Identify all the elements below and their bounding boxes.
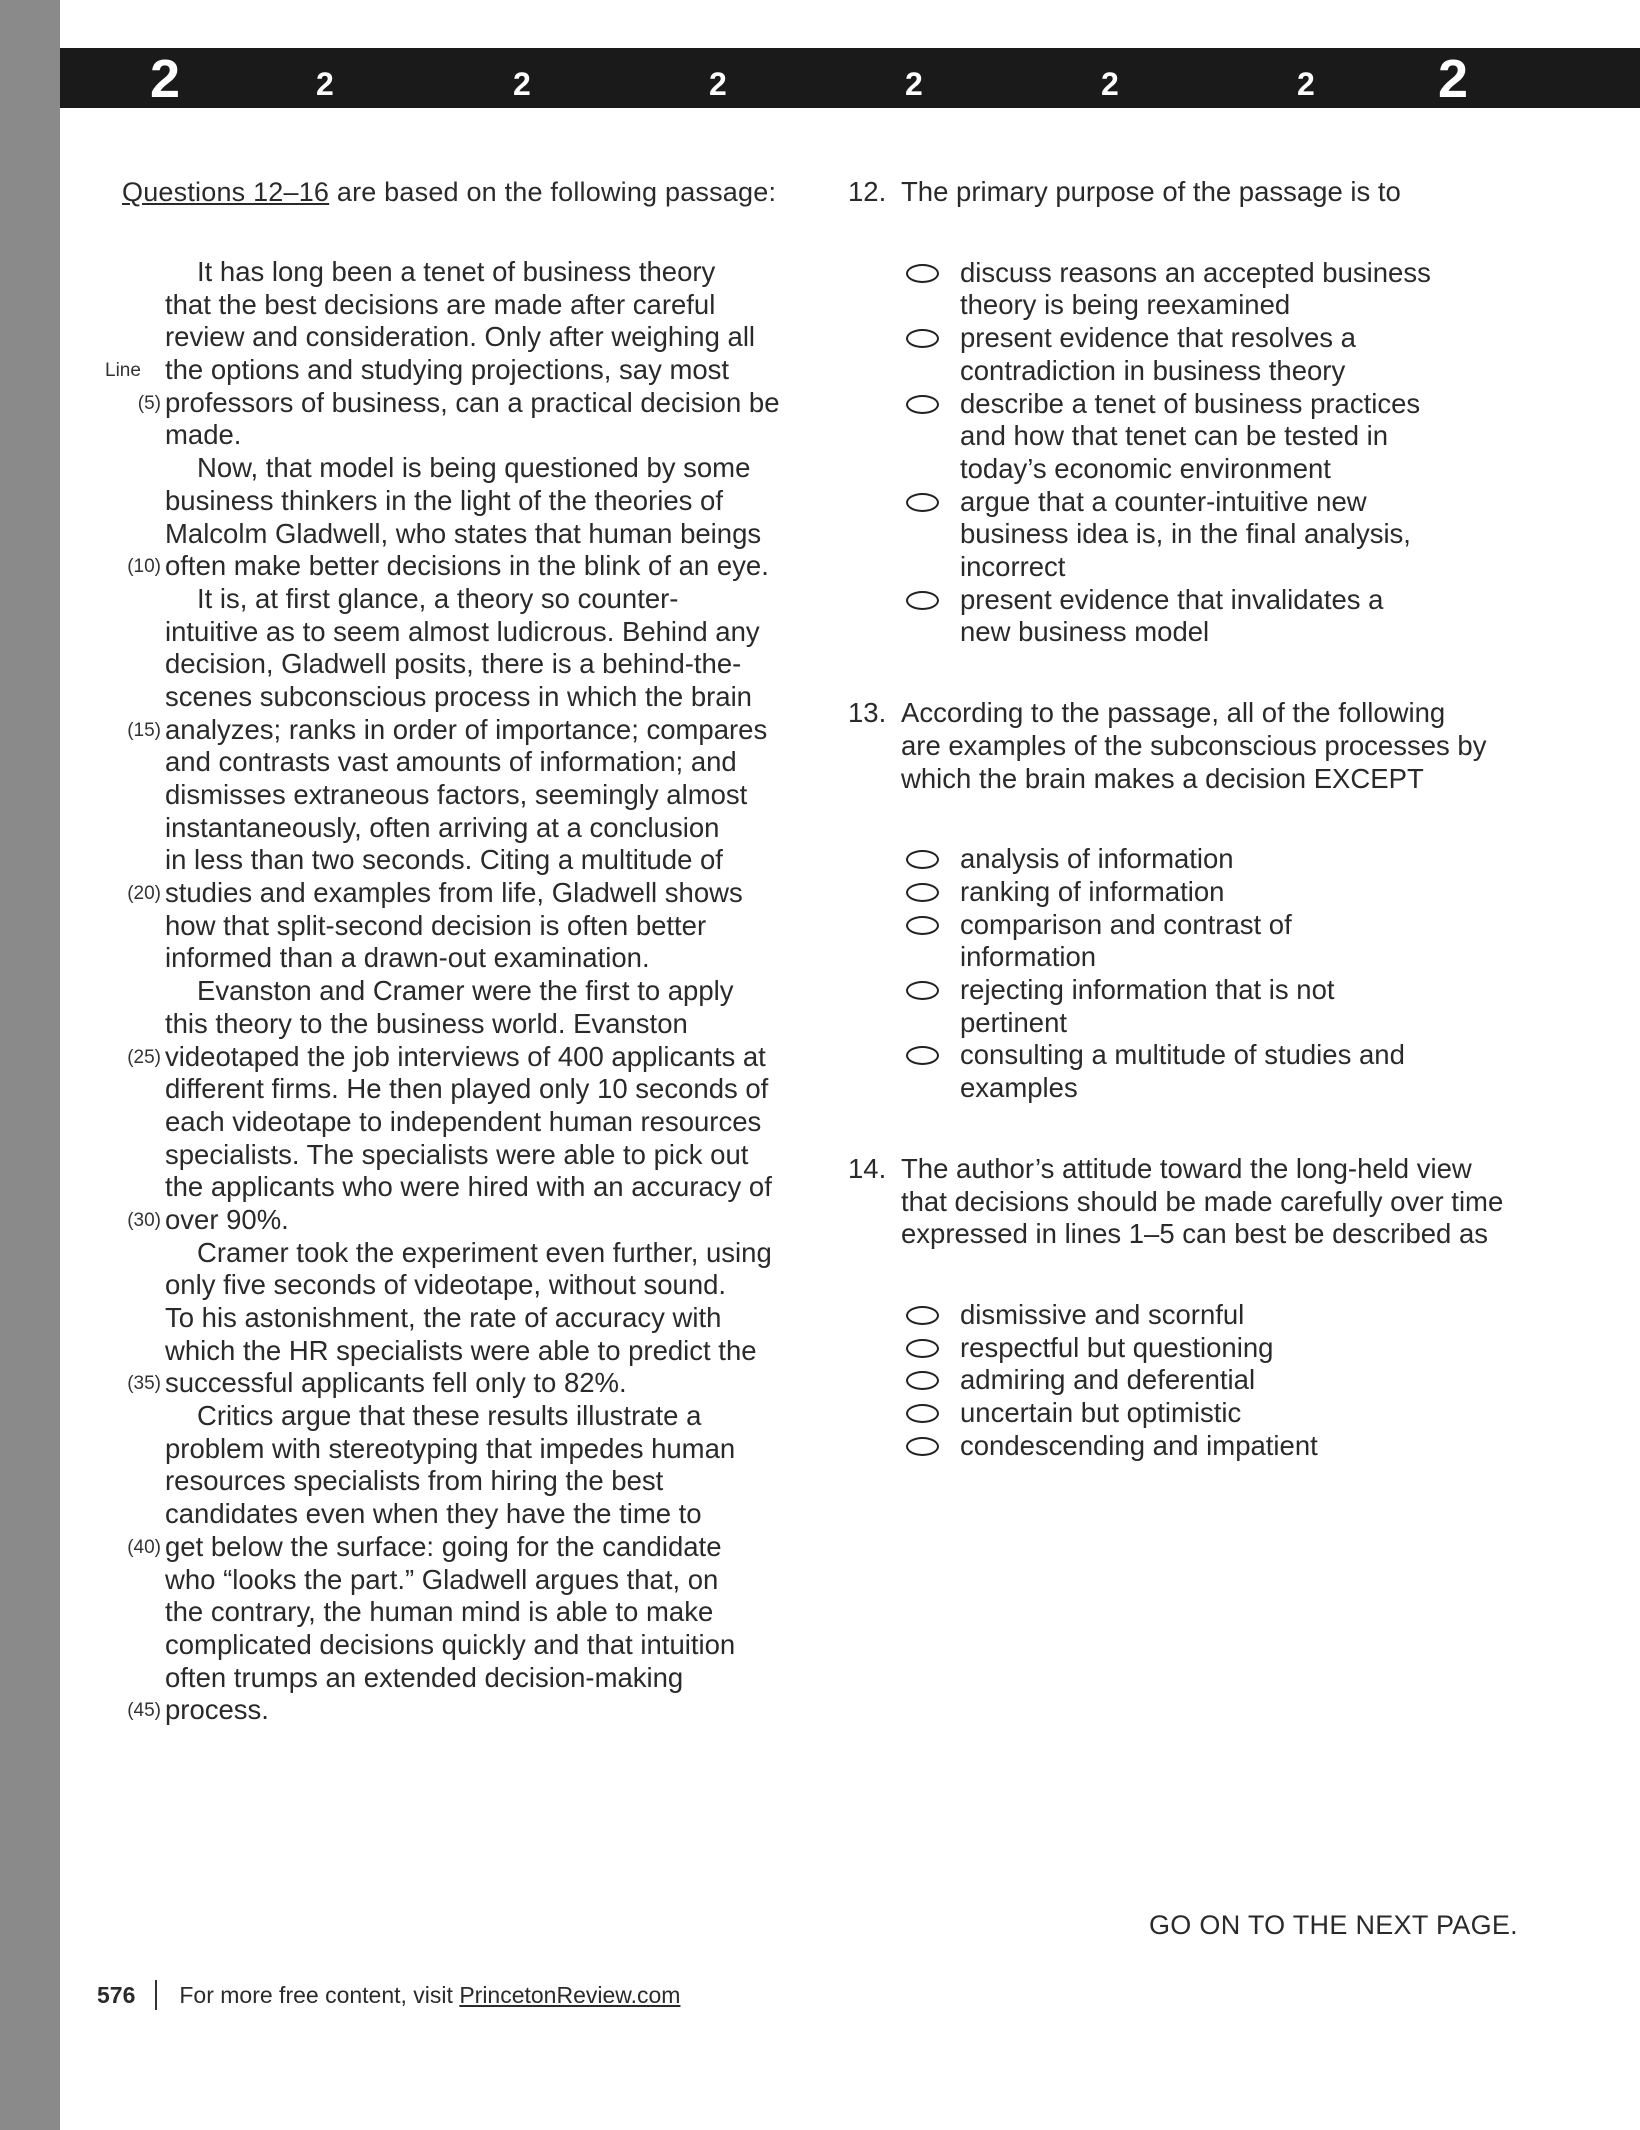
questions-column (848, 176, 1568, 1511)
answer-choice[interactable] (906, 1299, 1568, 1332)
answer-choice-text: uncertain but optimistic (960, 1397, 1242, 1429)
answer-bubble[interactable] (906, 591, 939, 610)
line-number: (35) (127, 1373, 161, 1395)
question-stem (901, 697, 1568, 795)
passage-line (165, 1237, 805, 1270)
answer-choice-text: new business model (960, 616, 1210, 648)
passage-line-text: Evanston and Cramer were the first to apply (197, 975, 734, 1007)
passage-line (127, 1530, 805, 1564)
passage-line-text: only five seconds of videotape, without sound. (165, 1269, 727, 1301)
passage-line-text: It is, at first glance, a theory so counter- (197, 582, 679, 614)
section-number: 2 (150, 49, 181, 109)
line-number: (30) (127, 1209, 161, 1231)
answer-bubble[interactable] (906, 883, 939, 902)
passage-line (165, 1564, 805, 1597)
section-number: 2 (1438, 49, 1469, 109)
intro-text: are based on the following passage: (329, 177, 777, 207)
passage-line-text: To his astonishment, the rate of accuracy with (165, 1302, 722, 1333)
passage-line (165, 1335, 805, 1368)
passage-line-text: review and consideration. Only after weighing all (165, 321, 756, 353)
answer-bubble[interactable] (906, 1437, 939, 1456)
answer-choices (906, 1299, 1568, 1463)
passage-line (127, 713, 805, 747)
answer-choice-text: business idea is, in the final analysis, (960, 518, 1411, 550)
passage-line-text: in less than two seconds. Citing a multitude of (165, 844, 723, 876)
section-number: 2 (1297, 66, 1315, 102)
answer-choice-text: comparison and contrast of (960, 908, 1292, 940)
answer-choice[interactable] (906, 584, 1568, 649)
passage-line (165, 289, 805, 322)
answer-choice[interactable] (906, 843, 1568, 876)
answer-choice-text: condescending and impatient (960, 1429, 1318, 1461)
answer-bubble[interactable] (906, 493, 939, 512)
passage-line (165, 1662, 805, 1695)
passage-line-text: It has long been a tenet of business theory (197, 256, 716, 287)
answer-choice-text: examples (960, 1072, 1078, 1104)
answer-choices (906, 843, 1568, 1105)
answer-bubble[interactable] (906, 981, 939, 1000)
passage-line (165, 616, 805, 649)
answer-choice-text: admiring and deferential (960, 1364, 1256, 1396)
answer-choice-text: contradiction in business theory (960, 354, 1346, 386)
passage-line (165, 518, 805, 551)
passage-line-text: professors of business, can a practical decision be (165, 386, 780, 418)
passage-line-text: the options and studying projections, say most (165, 354, 730, 386)
question-stem-line: are examples of the subconscious processes by (901, 729, 1487, 761)
line-number: (10) (127, 556, 161, 578)
passage-line-text: intuitive as to seem almost ludicrous. Behind any (165, 615, 760, 647)
answer-choice-text: argue that a counter-intuitive new (960, 485, 1367, 517)
section-number: 2 (513, 66, 531, 102)
question-stem-line: According to the passage, all of the following (901, 697, 1446, 729)
passage-line (165, 1269, 805, 1302)
passage-line (165, 942, 805, 975)
passage-line (165, 746, 805, 779)
passage-line (165, 844, 805, 877)
answer-bubble[interactable] (906, 1404, 939, 1423)
answer-choice-text: present evidence that resolves a (960, 322, 1356, 354)
answer-choice-text: dismissive and scornful (960, 1298, 1245, 1330)
passage-line-text: resources specialists from hiring the best (165, 1465, 664, 1497)
line-number: (15) (127, 719, 161, 741)
answer-choices (906, 257, 1568, 649)
next-page-notice: GO ON TO THE NEXT PAGE. (1149, 1910, 1518, 1940)
answer-choice-text: discuss reasons an accepted business (960, 256, 1431, 288)
passage-line (127, 550, 805, 583)
passage-line (127, 1203, 805, 1237)
passage-line-text: scenes subconscious process in which the brain (165, 680, 752, 712)
passage-line-text: instantaneously, often arriving at a conclusion (165, 811, 720, 843)
passage-line-text: each videotape to independent human resources (165, 1105, 762, 1137)
passage-line (137, 386, 805, 420)
passage-line (165, 975, 805, 1008)
passage-line (127, 1367, 805, 1400)
passage-line (165, 256, 805, 289)
line-number: (25) (127, 1046, 161, 1068)
line-number: (5) (137, 392, 161, 414)
answer-bubble[interactable] (906, 916, 939, 935)
answer-choice-text: rejecting information that is not (960, 974, 1335, 1006)
answer-choice-text: describe a tenet of business practices (960, 387, 1421, 419)
passage-line (165, 1139, 805, 1172)
answer-bubble[interactable] (906, 1306, 939, 1325)
question-stem-line: which the brain makes a decision EXCEPT (901, 762, 1424, 794)
passage-line-text: who “looks the part.” Gladwell argues that, on (165, 1563, 719, 1595)
passage-line (165, 779, 805, 812)
passage-line-text: often make better decisions in the blink of an eye. (165, 550, 769, 582)
passage-line-text: videotaped the job interviews of 400 applicants at (165, 1040, 766, 1072)
passage-line-text: informed than a drawn-out examination. (165, 942, 650, 974)
passage-line-text: this theory to the business world. Evanston (165, 1007, 688, 1039)
passage-line (165, 419, 805, 452)
line-number: (45) (127, 1700, 161, 1722)
section-number: 2 (1101, 66, 1119, 102)
page-footer (97, 1980, 680, 2010)
passage-column (122, 176, 802, 209)
passage-line (165, 321, 805, 354)
question-stem-line: that decisions should be made carefully over time (901, 1185, 1504, 1217)
passage-line-text: which the HR specialists were able to predict the (165, 1334, 757, 1366)
passage-intro (122, 176, 802, 209)
answer-bubble[interactable] (906, 1046, 939, 1065)
section-header-bar (60, 48, 1640, 108)
question-stem-line: The author’s attitude toward the long-held view (901, 1152, 1472, 1184)
passage-line (165, 812, 805, 845)
answer-bubble[interactable] (906, 1339, 939, 1358)
passage-line-text: dismisses extraneous factors, seemingly almost (165, 779, 748, 810)
passage-line-text: complicated decisions quickly and that intuition (165, 1628, 736, 1660)
answer-bubble[interactable] (906, 850, 939, 869)
answer-choice[interactable] (906, 322, 1568, 387)
answer-choice-text: present evidence that invalidates a (960, 583, 1384, 615)
question-number: 14. (848, 1152, 887, 1184)
answer-bubble[interactable] (906, 395, 939, 414)
passage-line (165, 1596, 805, 1629)
answer-choice-text: incorrect (960, 551, 1066, 583)
section-number: 2 (905, 66, 923, 102)
questions-range: Questions 12–16 (122, 177, 330, 207)
passage-line-text: the applicants who were hired with an accuracy of (165, 1171, 772, 1203)
question-13 (848, 697, 1568, 1105)
answer-choice[interactable] (906, 257, 1568, 322)
passage-line (127, 1694, 805, 1727)
answer-choice[interactable] (906, 1332, 1568, 1365)
answer-bubble[interactable] (906, 1371, 939, 1390)
line-number: Line (105, 360, 141, 382)
question-number: 12. (848, 176, 887, 207)
passage-line-text: business thinkers in the light of the theories of (165, 484, 723, 516)
answer-choice[interactable] (906, 1397, 1568, 1430)
footer-divider (155, 1980, 157, 2010)
left-margin-bar (0, 0, 60, 2130)
passage-line-text: different firms. He then played only 10 seconds of (165, 1073, 769, 1105)
question-stem (901, 1153, 1568, 1251)
answer-bubble[interactable] (906, 264, 939, 283)
question-number: 13. (848, 697, 887, 729)
passage-line-text: studies and examples from life, Gladwell shows (165, 877, 743, 909)
answer-choice[interactable] (906, 1364, 1568, 1397)
answer-choice-text: today’s economic environment (960, 452, 1331, 484)
answer-choice-text: pertinent (960, 1006, 1068, 1038)
passage-line-text: made. (165, 419, 242, 451)
passage-line-text: the contrary, the human mind is able to make (165, 1596, 714, 1628)
passage-line-text: Malcolm Gladwell, who states that human beings (165, 517, 762, 549)
answer-choice[interactable] (906, 388, 1568, 486)
passage-line-text: candidates even when they have the time to (165, 1498, 702, 1530)
passage-line (165, 910, 805, 943)
passage-line (165, 452, 805, 485)
passage-line (127, 877, 805, 910)
question-stem-line: The primary purpose of the passage is to (901, 176, 1401, 207)
question-14 (848, 1153, 1568, 1463)
answer-choice-text: consulting a multitude of studies and (960, 1039, 1405, 1071)
reading-passage (105, 256, 805, 1727)
passage-line (105, 354, 805, 387)
passage-line-text: decision, Gladwell posits, there is a behind-the- (165, 648, 742, 680)
answer-choice-text: ranking of information (960, 875, 1225, 907)
passage-line (165, 1400, 805, 1433)
passage-line-text: and contrasts vast amounts of information; and (165, 746, 737, 778)
question-stem (901, 176, 1568, 209)
passage-line (165, 1106, 805, 1139)
passage-line-text: often trumps an extended decision-making (165, 1661, 684, 1693)
page-number: 576 (97, 1981, 136, 2008)
passage-line-text: Cramer took the experiment even further, using (197, 1236, 772, 1268)
passage-line (165, 1171, 805, 1204)
section-number: 2 (709, 66, 727, 102)
passage-line (165, 648, 805, 681)
passage-line (165, 1073, 805, 1106)
answer-choice-text: and how that tenet can be tested in (960, 420, 1389, 452)
passage-line (127, 1040, 805, 1074)
answer-choice[interactable] (906, 1039, 1568, 1104)
footer-text: For more free content, visit (179, 1981, 453, 2008)
passage-line-text: Critics argue that these results illustrate a (197, 1400, 702, 1432)
question-12 (848, 176, 1568, 649)
passage-line-text: problem with stereotyping that impedes human (165, 1432, 736, 1464)
answer-choice[interactable] (906, 974, 1568, 1039)
answer-choice[interactable] (906, 486, 1568, 584)
passage-line-text: that the best decisions are made after careful (165, 288, 716, 320)
passage-line-text: specialists. The specialists were able to pick out (165, 1138, 749, 1170)
answer-choice[interactable] (906, 876, 1568, 909)
passage-line-text: Now, that model is being questioned by some (197, 452, 751, 484)
passage-line-text: over 90%. (165, 1203, 289, 1235)
passage-line-text: process. (165, 1694, 269, 1726)
answer-choice[interactable] (906, 909, 1568, 974)
passage-line (165, 1465, 805, 1498)
answer-choice[interactable] (906, 1430, 1568, 1463)
answer-choice-text: theory is being reexamined (960, 289, 1291, 321)
passage-line-text: successful applicants fell only to 82%. (165, 1367, 627, 1399)
answer-bubble[interactable] (906, 329, 939, 348)
section-number: 2 (316, 66, 334, 102)
passage-line (165, 1498, 805, 1531)
passage-line (165, 681, 805, 714)
question-stem-line: expressed in lines 1–5 can best be described as (901, 1218, 1489, 1250)
passage-line-text: get below the surface: going for the candidate (165, 1530, 722, 1562)
answer-choice-text: analysis of information (960, 843, 1234, 875)
line-number: (20) (127, 883, 161, 905)
passage-line-text: analyzes; ranks in order of importance; compares (165, 713, 768, 745)
passage-line-text: how that split-second decision is often better (165, 909, 707, 941)
answer-choice-text: respectful but questioning (960, 1331, 1274, 1363)
passage-line (165, 1629, 805, 1662)
passage-line (165, 1008, 805, 1041)
line-number: (40) (127, 1536, 161, 1558)
passage-line (165, 485, 805, 518)
passage-line (165, 583, 805, 616)
footer-link[interactable]: PrincetonReview.com (459, 1981, 681, 2008)
passage-line (165, 1433, 805, 1466)
passage-line (165, 1302, 805, 1335)
answer-choice-text: information (960, 941, 1097, 973)
